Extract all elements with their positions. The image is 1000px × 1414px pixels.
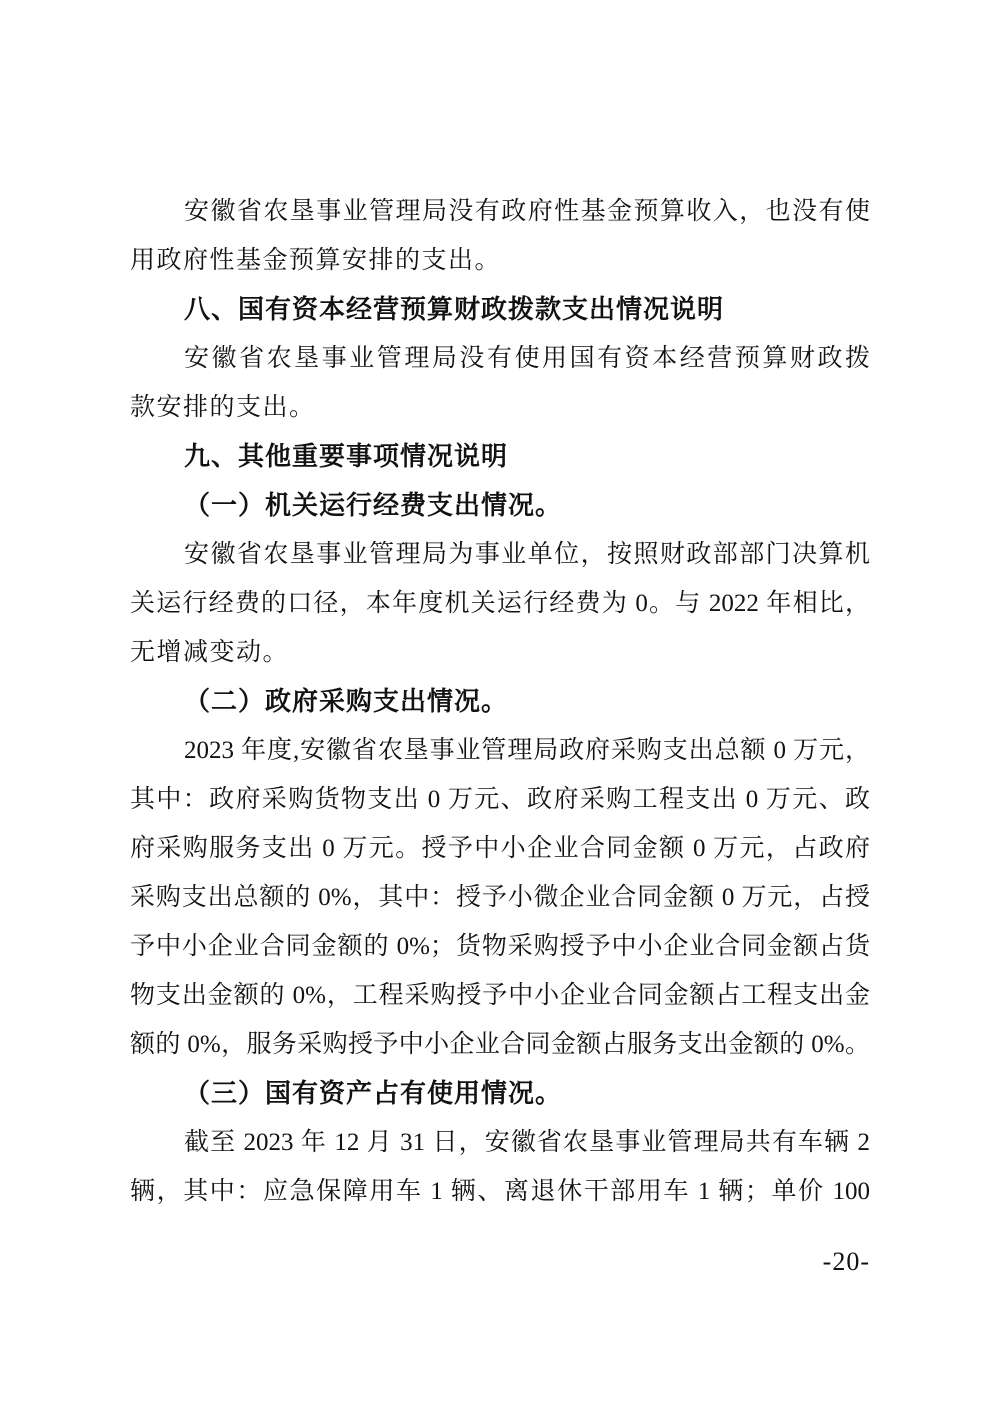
text-line: 安徽省农垦事业管理局为事业单位，按照财政部部门决算机: [184, 541, 870, 568]
section-heading: 八、国有资本经营预算财政拨款支出情况说明: [184, 294, 725, 324]
text-line: 辆，其中：应急保障用车 1 辆、离退休干部用车 1 辆；单价 100: [130, 1178, 870, 1205]
page-number: -20-: [822, 1247, 870, 1276]
sub-heading: （二）政府采购支出情况。: [184, 687, 509, 716]
text-line: 无增减变动。: [130, 639, 290, 666]
text-line: 截至 2023 年 12 月 31 日，安徽省农垦事业管理局共有车辆 2: [184, 1129, 870, 1156]
text-line: 2023 年度,安徽省农垦事业管理局政府采购支出总额 0 万元，: [184, 737, 870, 764]
section-heading: 九、其他重要事项情况说明: [184, 441, 509, 471]
text-line: 采购支出总额的 0%，其中：授予小微企业合同金额 0 万元，占授: [130, 884, 870, 911]
sub-heading: （三）国有资产占有使用情况。: [184, 1079, 563, 1108]
text-line: 安徽省农垦事业管理局没有政府性基金预算收入，也没有使: [184, 198, 870, 225]
text-line: 府采购服务支出 0 万元。授予中小企业合同金额 0 万元，占政府: [130, 835, 870, 862]
text-line: 关运行经费的口径，本年度机关运行经费为 0。与 2022 年相比，: [130, 590, 870, 617]
text-line: 安徽省农垦事业管理局没有使用国有资本经营预算财政拨: [184, 345, 870, 372]
document-body: [130, 187, 870, 1216]
text-line: 款安排的支出。: [130, 394, 316, 421]
text-line: 予中小企业合同金额的 0%；货物采购授予中小企业合同金额占货: [130, 933, 870, 960]
sub-heading: （一）机关运行经费支出情况。: [184, 491, 563, 520]
text-line: 用政府性基金预算安排的支出。: [130, 247, 502, 274]
text-line: 额的 0%，服务采购授予中小企业合同金额占服务支出金额的 0%。: [130, 1031, 870, 1058]
text-line: 物支出金额的 0%，工程采购授予中小企业合同金额占工程支出金: [130, 982, 870, 1009]
text-line: 其中：政府采购货物支出 0 万元、政府采购工程支出 0 万元、政: [130, 786, 870, 813]
